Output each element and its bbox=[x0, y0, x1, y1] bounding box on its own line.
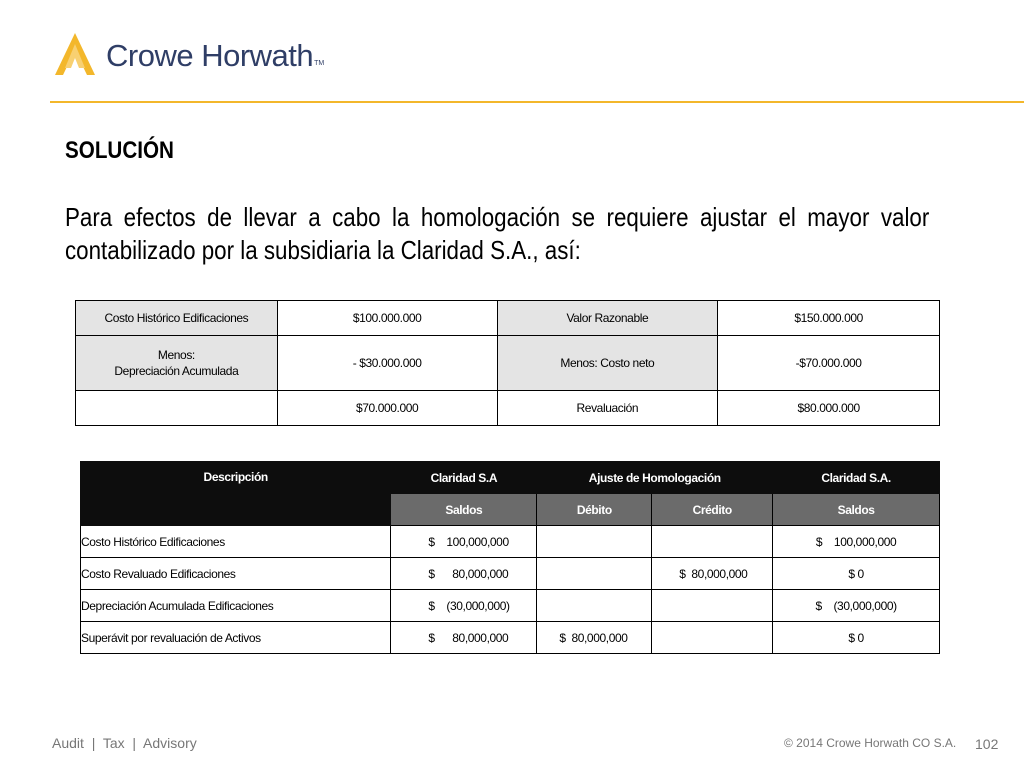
table-cell: $100.000.000 bbox=[277, 301, 497, 336]
cell-line: Depreciación Acumulada bbox=[114, 364, 239, 378]
table-row bbox=[76, 336, 940, 391]
table-cell: $150.000.000 bbox=[718, 301, 940, 336]
row-credito bbox=[652, 622, 773, 654]
table-row bbox=[81, 526, 940, 558]
subheader-saldos: Saldos bbox=[391, 494, 537, 526]
row-saldo-final: $ 100,000,000 bbox=[773, 526, 940, 558]
row-saldo: $ 100,000,000 bbox=[391, 526, 537, 558]
slide-paragraph: Para efectos de llevar a cabo la homologación se requiere ajustar el mayor valor contabilizado por la subsidiaria la Claridad S.A., así: bbox=[65, 202, 930, 265]
cell-line: Menos: bbox=[157, 348, 195, 362]
row-description: Depreciación Acumulada Edificaciones bbox=[81, 590, 391, 622]
table-row bbox=[81, 622, 940, 654]
table-row bbox=[81, 558, 940, 590]
table-cell: Revaluación bbox=[497, 391, 718, 426]
footer-services: Audit | Tax | Advisory bbox=[52, 735, 197, 751]
table-cell: Menos: Costo neto bbox=[497, 336, 718, 391]
page-number: 102 bbox=[975, 736, 999, 752]
row-debito: $ 80,000,000 bbox=[537, 622, 652, 654]
subheader-debito: Débito bbox=[537, 494, 652, 526]
table-cell: Valor Razonable bbox=[497, 301, 718, 336]
column-header-claridad: Claridad S.A bbox=[391, 462, 537, 494]
slide-heading: SOLUCIÓN bbox=[65, 137, 174, 164]
table-cell: - $30.000.000 bbox=[277, 336, 497, 391]
table-cell: -$70.000.000 bbox=[718, 336, 940, 391]
crowe-horwath-chevron-logo-icon bbox=[50, 30, 100, 80]
row-saldo: $ (30,000,000) bbox=[391, 590, 537, 622]
homologation-table bbox=[80, 461, 940, 654]
table-row bbox=[76, 391, 940, 426]
column-header-description: Descripción bbox=[81, 462, 391, 526]
row-credito bbox=[652, 526, 773, 558]
row-saldo-final: $ 0 bbox=[773, 558, 940, 590]
subheader-saldos-final: Saldos bbox=[773, 494, 940, 526]
company-logo bbox=[50, 30, 324, 80]
table-row bbox=[76, 301, 940, 336]
row-credito bbox=[652, 590, 773, 622]
row-debito bbox=[537, 526, 652, 558]
table-cell: Costo Histórico Edificaciones bbox=[76, 301, 278, 336]
row-description: Costo Histórico Edificaciones bbox=[81, 526, 391, 558]
valuation-table bbox=[75, 300, 940, 426]
table-cell bbox=[76, 391, 278, 426]
row-saldo: $ 80,000,000 bbox=[391, 558, 537, 590]
row-description: Superávit por revaluación de Activos bbox=[81, 622, 391, 654]
table-cell: $70.000.000 bbox=[277, 391, 497, 426]
row-description: Costo Revaluado Edificaciones bbox=[81, 558, 391, 590]
brand-name: Crowe Horwath bbox=[106, 38, 314, 73]
table-cell: $80.000.000 bbox=[718, 391, 940, 426]
subheader-credito: Crédito bbox=[652, 494, 773, 526]
row-debito bbox=[537, 590, 652, 622]
row-saldo-final: $ (30,000,000) bbox=[773, 590, 940, 622]
footer-copyright: © 2014 Crowe Horwath CO S.A. bbox=[784, 736, 957, 750]
table-cell bbox=[76, 336, 278, 391]
brand-trademark: TM bbox=[314, 59, 325, 67]
column-header-adjustment: Ajuste de Homologación bbox=[537, 462, 773, 494]
table-row bbox=[81, 590, 940, 622]
row-credito: $ 80,000,000 bbox=[652, 558, 773, 590]
header-divider bbox=[50, 101, 1024, 103]
table-header-row bbox=[81, 462, 940, 494]
column-header-claridad-final: Claridad S.A. bbox=[773, 462, 940, 494]
row-debito bbox=[537, 558, 652, 590]
row-saldo-final: $ 0 bbox=[773, 622, 940, 654]
row-saldo: $ 80,000,000 bbox=[391, 622, 537, 654]
